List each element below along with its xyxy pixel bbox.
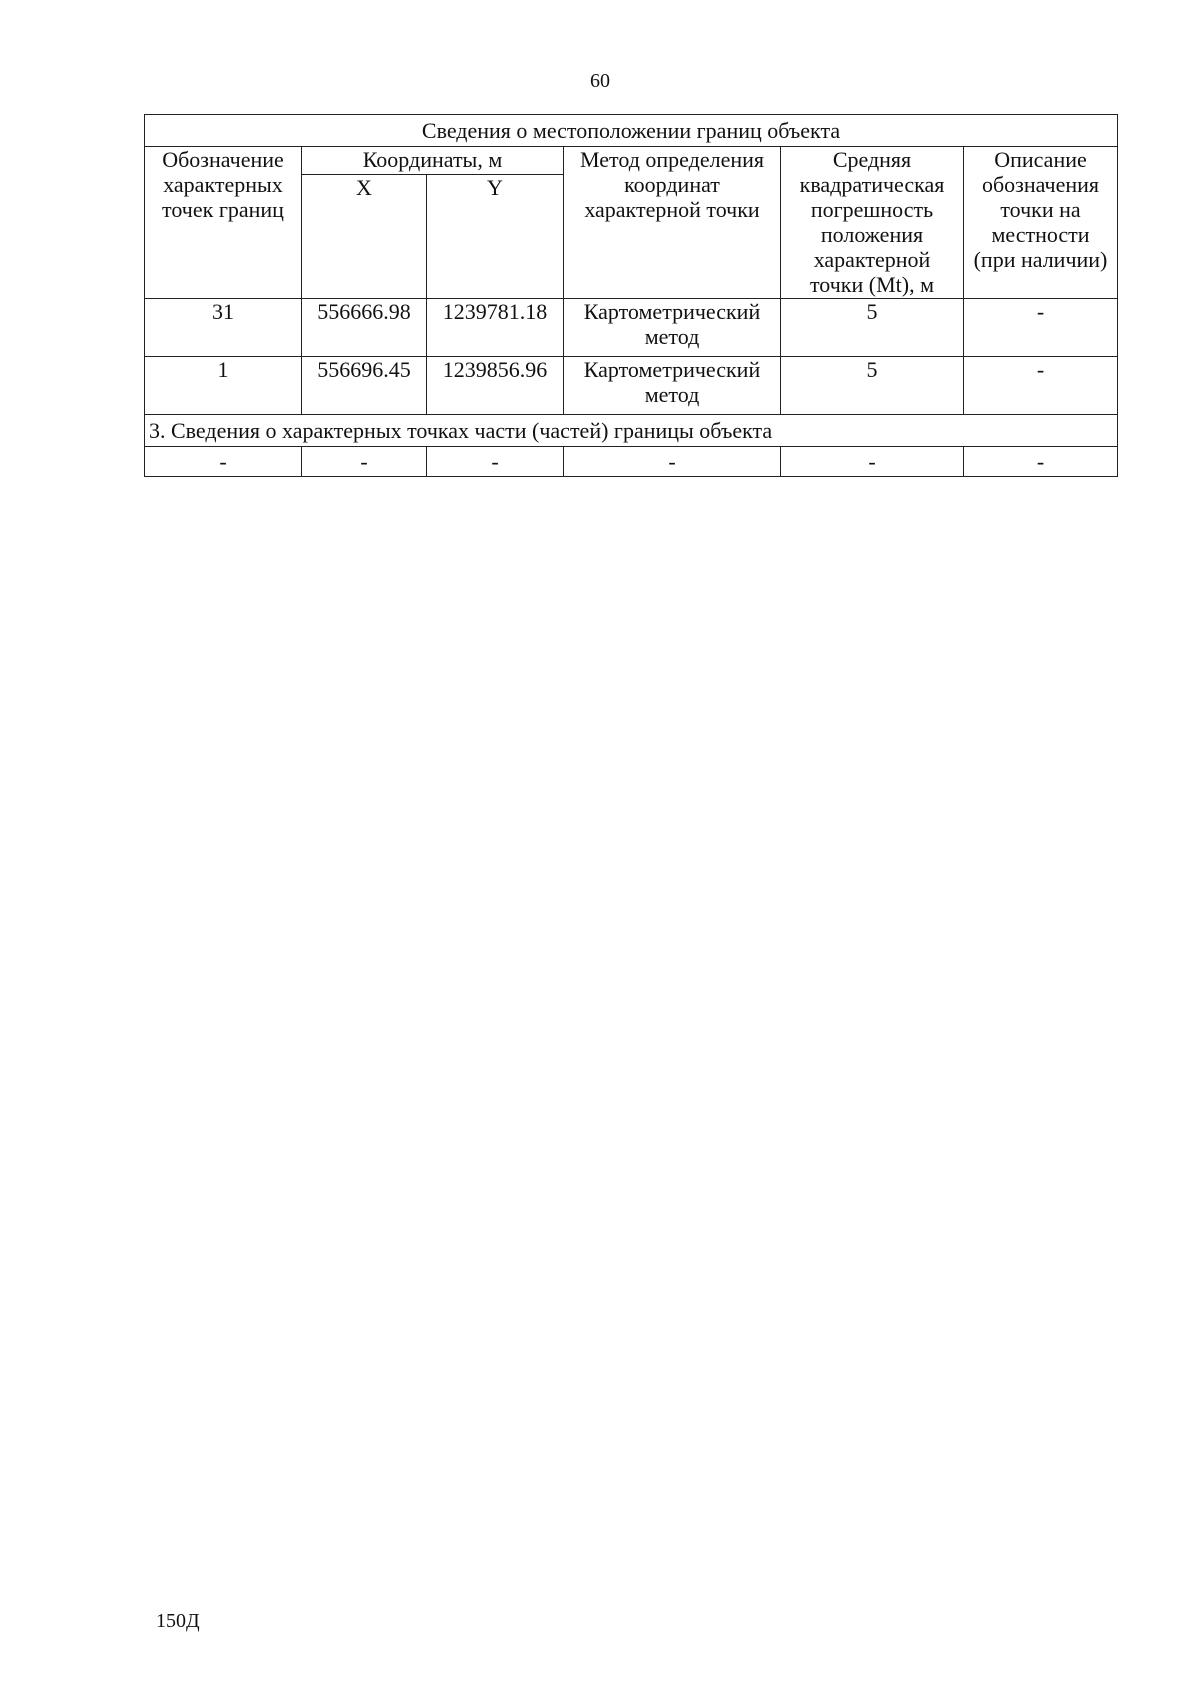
header-description: Описание обозначения точки на местности (при наличии) (964, 147, 1118, 299)
header-y: Y (427, 175, 564, 299)
cell-empty: - (564, 447, 781, 477)
header-designation: Обозначение характерных точек границ (145, 147, 302, 299)
cell-method: Картометрический метод (564, 299, 781, 357)
header-method: Метод определения координат характерной точки (564, 147, 781, 299)
cell-x: 556666.98 (302, 299, 427, 357)
table-row (145, 299, 1118, 357)
boundary-table (144, 114, 1118, 477)
cell-empty: - (964, 447, 1118, 477)
table-row (145, 357, 1118, 415)
footer-code: 150Д (156, 1610, 200, 1632)
table-title-row (145, 115, 1118, 147)
cell-empty: - (145, 447, 302, 477)
header-coordinates: Координаты, м (302, 147, 564, 175)
cell-empty: - (781, 447, 964, 477)
header-x: X (302, 175, 427, 299)
cell-y: 1239856.96 (427, 357, 564, 415)
cell-empty: - (427, 447, 564, 477)
cell-accuracy: 5 (781, 357, 964, 415)
section3-title: 3. Сведения о характерных точках части (частей) границы объекта (145, 415, 1118, 447)
cell-x: 556696.45 (302, 357, 427, 415)
table-title: Сведения о местоположении границ объекта (145, 115, 1118, 147)
section3-title-row (145, 415, 1118, 447)
cell-y: 1239781.18 (427, 299, 564, 357)
table-row (145, 447, 1118, 477)
header-row (145, 147, 1118, 175)
cell-method: Картометрический метод (564, 357, 781, 415)
cell-accuracy: 5 (781, 299, 964, 357)
cell-description: - (964, 357, 1118, 415)
cell-description: - (964, 299, 1118, 357)
header-accuracy: Средняя квадратическая погрешность положения характерной точки (Mt), м (781, 147, 964, 299)
page-number: 60 (590, 70, 610, 92)
cell-point: 31 (145, 299, 302, 357)
cell-point: 1 (145, 357, 302, 415)
cell-empty: - (302, 447, 427, 477)
